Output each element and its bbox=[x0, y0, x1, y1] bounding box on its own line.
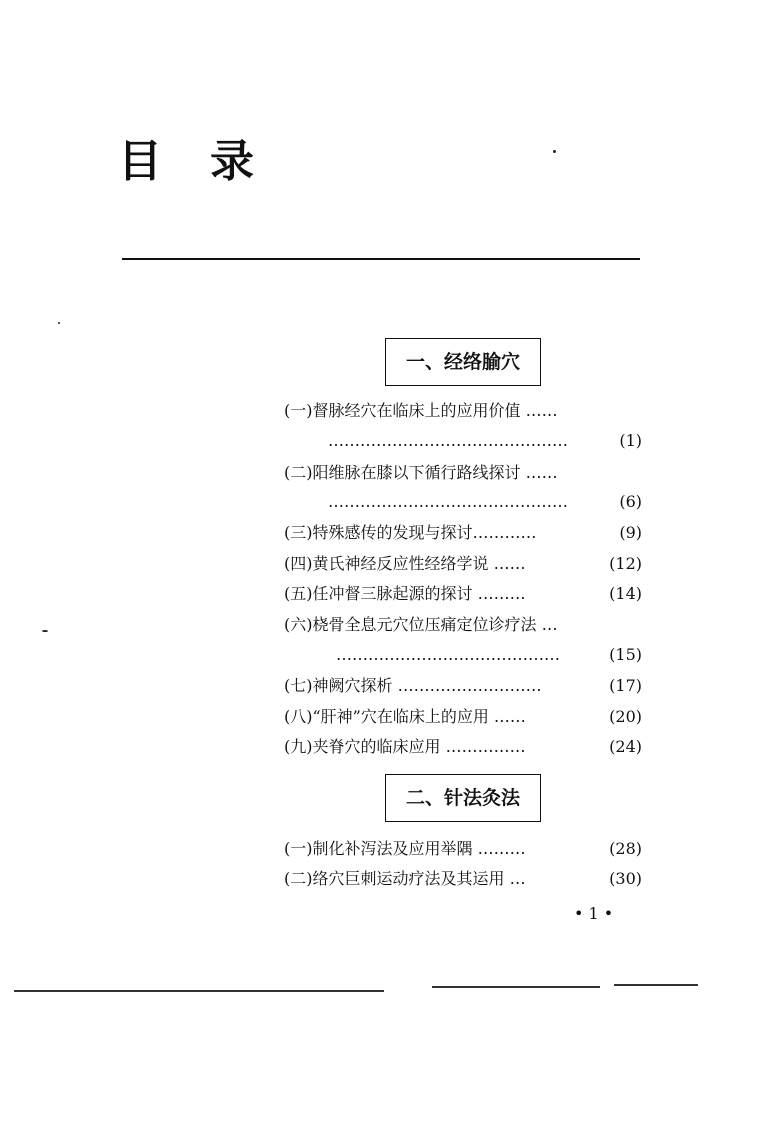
scan-line bbox=[432, 986, 600, 988]
section-heading-label: 一、经络腧穴 bbox=[405, 351, 520, 373]
title-underline bbox=[122, 258, 640, 260]
toc-entry-page: (24) bbox=[609, 737, 642, 756]
toc-entry bbox=[284, 581, 642, 607]
toc-entry-page: (15) bbox=[609, 645, 642, 664]
toc-entry bbox=[284, 428, 642, 454]
toc-entry-page: (17) bbox=[609, 676, 642, 695]
toc-entry-text: (一)制化补泻法及应用举隅 ……… bbox=[284, 839, 526, 858]
toc-entry-leader: ……………………………………… bbox=[328, 492, 568, 511]
scan-line bbox=[614, 984, 698, 986]
toc-entry-page: (6) bbox=[619, 492, 642, 511]
toc-entry-page: (28) bbox=[609, 839, 642, 858]
toc-entry-text: (二)阳维脉在膝以下循行路线探讨 …… bbox=[284, 463, 558, 482]
section-heading-1 bbox=[385, 338, 541, 386]
toc-entry-page: (12) bbox=[609, 554, 642, 573]
section-heading-2 bbox=[385, 774, 541, 822]
toc-entry bbox=[284, 673, 642, 699]
toc-entry-page: (14) bbox=[609, 584, 642, 603]
scan-speck bbox=[553, 150, 556, 153]
toc-entry bbox=[284, 520, 642, 546]
page-title bbox=[118, 136, 254, 187]
toc-entry-text: (三)特殊感传的发现与探讨………… bbox=[284, 523, 537, 542]
section-heading-label: 二、针法灸法 bbox=[405, 787, 520, 809]
title-char-1: 目 bbox=[118, 136, 162, 187]
page-number: • 1 • bbox=[574, 904, 614, 923]
toc-entry-page: (1) bbox=[619, 431, 642, 450]
toc-entry bbox=[284, 836, 642, 862]
toc-entry-leader: ……………………………………… bbox=[328, 431, 568, 450]
toc-entry bbox=[284, 551, 642, 577]
toc-entry-text: (七)神阙穴探析 ……………………… bbox=[284, 676, 542, 695]
toc-entry-page: (30) bbox=[609, 869, 642, 888]
toc-entry-text: (二)络穴巨刺运动疗法及其运用 … bbox=[284, 869, 526, 888]
toc-entry-leader: …………………………………… bbox=[336, 645, 560, 664]
toc-entry-text: (九)夹脊穴的临床应用 …………… bbox=[284, 737, 526, 756]
toc-entry bbox=[284, 866, 642, 892]
toc-entry bbox=[284, 398, 642, 424]
scan-speck bbox=[42, 630, 48, 632]
scan-speck bbox=[58, 322, 60, 324]
toc-entry bbox=[284, 612, 642, 638]
toc-entry-text: (五)任冲督三脉起源的探讨 ……… bbox=[284, 584, 526, 603]
toc-entry-text: (六)桡骨全息元穴位压痛定位诊疗法 … bbox=[284, 615, 558, 634]
toc-entry-text: (八)“肝神”穴在临床上的应用 …… bbox=[284, 707, 526, 726]
toc-entry bbox=[284, 734, 642, 760]
toc-entry-text: (一)督脉经穴在临床上的应用价值 …… bbox=[284, 401, 558, 420]
toc-entry bbox=[284, 460, 642, 486]
toc-entry-page: (20) bbox=[609, 707, 642, 726]
toc-entry bbox=[284, 489, 642, 515]
toc-entry bbox=[284, 642, 642, 668]
toc-entry bbox=[284, 704, 642, 730]
toc-entry-page: (9) bbox=[619, 523, 642, 542]
toc-entry-text: (四)黄氏神经反应性经络学说 …… bbox=[284, 554, 526, 573]
scan-line bbox=[14, 990, 384, 992]
title-char-2: 录 bbox=[210, 136, 254, 187]
